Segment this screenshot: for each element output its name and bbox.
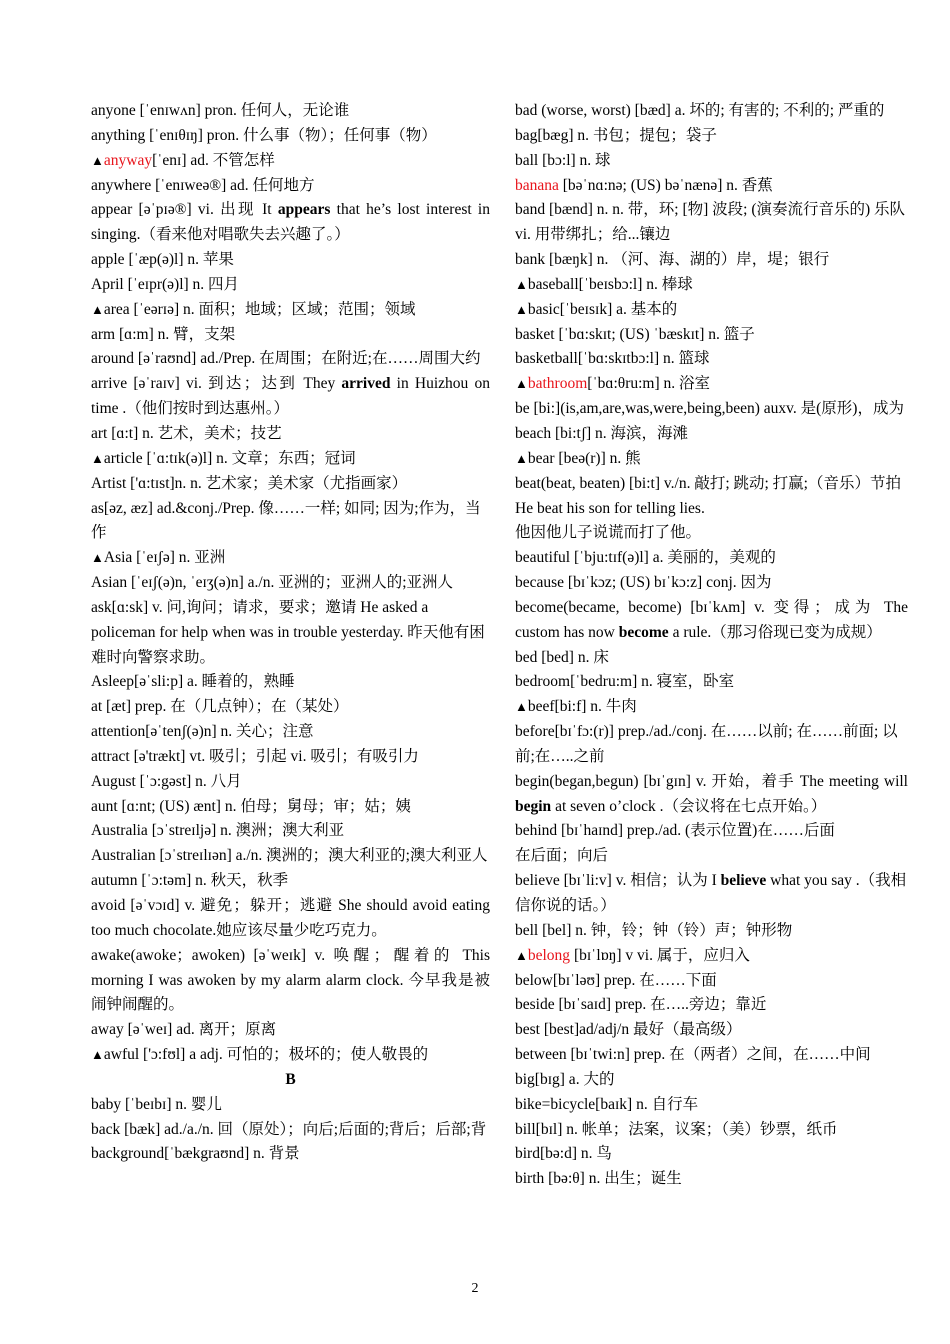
vocab-entry <box>515 347 908 372</box>
vocab-entry <box>91 720 490 745</box>
vocab-entry <box>515 447 908 472</box>
entry-text: aunt [ɑ:nt; (US) ænt] n. 伯母；舅母；审；姑；姨 <box>91 797 411 815</box>
entry-text: around [əˈraʊnd] ad./Prep. 在周围；在附近;在……周围大约 <box>91 350 481 368</box>
vocab-entry <box>515 819 908 844</box>
vocab-entry <box>515 323 908 348</box>
vocab-entry <box>91 770 490 795</box>
entry-text: away [əˈweɪ] ad. 离开；原离 <box>91 1021 277 1039</box>
entry-text: below[bɪˈləʊ] prep. 在……下面 <box>515 971 717 989</box>
entry-text: big[bɪg] a. 大的 <box>515 1070 615 1088</box>
vocab-entry <box>515 521 908 546</box>
vocab-entry <box>515 1018 908 1043</box>
triangle-marker-icon: ▲ <box>91 301 104 317</box>
entry-text: avoid [əˈvɔɪd] v. 避免；躲开；逃避 She should avoid eating too much chocolate.她应该尽量少吃巧克力。 <box>91 897 490 939</box>
entry-text: bad (worse, worst) [bæd] a. 坏的; 有害的; 不利的; 严重的 <box>515 102 885 119</box>
entry-text-after: at seven o’clock .（会议将在七点开始。） <box>551 797 827 815</box>
vocab-entry <box>91 695 490 720</box>
vocab-entry <box>515 1093 908 1118</box>
vocab-entry <box>91 347 490 372</box>
entry-text: Asia [ˈeɪʃə] n. 亚洲 <box>103 549 226 567</box>
entry-text: bag[bæg] n. 书包；提包；袋子 <box>515 126 717 144</box>
entry-text: attention[əˈtenʃ(ə)n] n. 关心；注意 <box>91 723 314 741</box>
entry-text: basketball[ˈbɑ:skɪtbɔ:l] n. 篮球 <box>515 350 710 368</box>
entry-example-bold: arrived <box>341 375 391 393</box>
vocab-entry <box>515 273 908 298</box>
entry-text: Australian [ɔˈstreɪlɪən] a./n. 澳洲的；澳大利亚的;澳大利亚人 <box>91 847 488 865</box>
entry-example-bold: believe <box>720 872 767 890</box>
vocab-entry <box>91 422 490 447</box>
entry-text: [bəˈnɑ:nə; (US) bəˈnænə] n. 香蕉 <box>558 176 773 194</box>
entry-text: awful ['ɔ:fʊl] a adj. 可怕的；极坏的；使人敬畏的 <box>103 1046 429 1064</box>
vocab-entry <box>515 770 908 820</box>
vocab-entry <box>515 670 908 695</box>
entry-example-bold: appears <box>277 201 331 219</box>
vocab-entry <box>515 99 908 124</box>
vocab-entry <box>515 248 908 273</box>
vocab-entry <box>515 919 908 944</box>
entry-text: bedroom[ˈbedru:m] n. 寝室，卧室 <box>515 673 735 691</box>
vocab-entry <box>515 944 908 969</box>
vocab-entry <box>515 1167 908 1192</box>
entry-text-after: in Huizhou on time .（他们按时到达惠州。） <box>91 375 490 418</box>
vocab-entry <box>515 174 908 199</box>
entry-text: anyone [ˈenɪwʌn] pron. 任何人，无论谁 <box>91 102 350 119</box>
triangle-marker-icon: ▲ <box>515 947 528 963</box>
vocab-entry <box>515 646 908 671</box>
entry-text: basket [ˈbɑ:skɪt; (US) ˈbæskɪt] n. 篮子 <box>515 325 755 343</box>
triangle-marker-icon: ▲ <box>515 301 528 317</box>
vocab-entry <box>515 844 908 869</box>
entry-text: beach [bi:tʃ] n. 海滨，海滩 <box>515 424 689 442</box>
entry-text: bill[bɪl] n. 帐单；法案，议案；（美）钞票，纸币 <box>515 1120 838 1138</box>
vocab-entry <box>515 993 908 1018</box>
vocab-entry <box>91 323 490 348</box>
vocab-entry <box>91 571 490 596</box>
vocab-entry <box>91 944 490 1019</box>
entry-text: as[əz, æz] ad.&conj./Prep. 像……一样; 如同; 因为;作为，当作 <box>91 499 481 542</box>
entry-text: best [best]ad/adj/n 最好（最高级） <box>515 1021 742 1039</box>
entry-text: awake(awoke；awoken) [əˈweɪk] v. 唤醒；醒着的 This morning I was awoken by my alarm alarm clock. 今早我是被闹钟闹醒的。 <box>91 946 490 1014</box>
vocab-entry <box>91 248 490 273</box>
entry-text: beside [bɪˈsaɪd] prep. 在…..旁边；靠近 <box>515 996 767 1014</box>
entry-text: Asian [ˈeɪʃ(ə)n, ˈeɪʒ(ə)n] a./n. 亚洲的；亚洲人的;亚洲人 <box>91 574 453 592</box>
vocab-entry <box>91 1093 490 1118</box>
entry-headword: bathroom <box>527 375 588 393</box>
vocab-entry <box>91 1018 490 1043</box>
entry-text: appear [əˈpɪə®] vi. 出现 It <box>91 201 278 219</box>
vocab-entry <box>91 546 490 571</box>
triangle-marker-icon: ▲ <box>515 450 528 466</box>
vocab-entry <box>515 720 908 770</box>
vocab-entry <box>91 298 490 323</box>
entry-text-after: a rule.（那习俗现已变为成规） <box>668 623 882 641</box>
entry-text: area [ˈeərɪə] n. 面积；地域；区域；范围；领域 <box>103 300 416 318</box>
page-number: 2 <box>471 1281 479 1296</box>
triangle-marker-icon: ▲ <box>515 376 528 392</box>
entry-text: anywhere [ˈenɪweə®] ad. 任何地方 <box>91 176 315 194</box>
vocab-entry <box>91 819 490 844</box>
entry-text: become(became, become) [bɪˈkʌm] v. 变得；成为 The custom has now <box>515 598 908 641</box>
vocab-entry <box>91 497 490 547</box>
entry-text: ball [bɔ:l] n. 球 <box>515 151 611 169</box>
entry-text: bear [beə(r)] n. 熊 <box>527 449 641 467</box>
entry-text: bank [bæŋk] n. （河、海、湖的）岸，堤；银行 <box>515 251 830 269</box>
entry-text: back [bæk] ad./a./n. 回（原处）；向后;后面的;背后；后部;背 <box>91 1120 487 1138</box>
entry-text: Australia [ɔˈstreɪljə] n. 澳洲；澳大利亚 <box>91 822 345 840</box>
entry-text: 在后面；向后 <box>515 847 609 865</box>
vocab-entry <box>515 1043 908 1068</box>
entry-text: [bɪˈlɒŋ] v vi. 属于，应归入 <box>570 946 750 964</box>
entry-text: behind [bɪˈhaɪnd] prep./ad. (表示位置)在……后面 <box>515 822 835 840</box>
triangle-marker-icon: ▲ <box>515 276 528 292</box>
vocab-entry <box>91 1118 490 1143</box>
entry-text-after: that he’s lost interest in singing.（看来他对唱歌失去兴趣了。） <box>91 201 490 244</box>
vocab-entry <box>515 198 908 248</box>
vocab-entry <box>91 1043 490 1068</box>
entry-text: Asleep[əˈsli:p] a. 睡着的，熟睡 <box>91 673 295 691</box>
entry-text: apple [ˈæp(ə)l] n. 苹果 <box>91 251 234 269</box>
vocab-entry <box>515 596 908 646</box>
entry-text: beat(beat, beaten) [bi:t] v./n. 敲打; 跳动; 打赢;（音乐）节拍 He beat his son for telling lies. <box>515 474 901 517</box>
vocab-entry <box>91 99 490 124</box>
entry-text: April [ˈeɪpr(ə)l] n. 四月 <box>91 275 240 293</box>
vocab-entry <box>91 447 490 472</box>
left-column <box>91 99 490 1167</box>
entry-text: because [bɪˈkɔz; (US) bɪˈkɔ:z] conj. 因为 <box>515 574 772 592</box>
entry-text: autumn [ˈɔ:təm] n. 秋天，秋季 <box>91 872 289 890</box>
vocab-entry <box>515 571 908 596</box>
entry-text: art [ɑ:t] n. 艺术，美术；技艺 <box>91 424 282 442</box>
vocab-entry <box>91 472 490 497</box>
entry-text: begin(began,begun) [bɪˈgɪn] v. 开始，着手 The meeting will <box>515 772 908 790</box>
entry-headword: anyway <box>103 151 153 169</box>
entry-headword: banana <box>515 176 559 194</box>
triangle-marker-icon: ▲ <box>91 550 104 566</box>
vocab-entry <box>91 124 490 149</box>
vocab-entry <box>515 149 908 174</box>
vocab-entry <box>91 174 490 199</box>
section-heading: B <box>285 1070 296 1088</box>
entry-text: arm [ɑ:m] n. 臂，支架 <box>91 325 236 343</box>
vocab-entry <box>91 273 490 298</box>
vocab-entry <box>515 546 908 571</box>
entry-text: baby [ˈbeɪbɪ] n. 婴儿 <box>91 1095 222 1113</box>
vocab-entry <box>515 969 908 994</box>
vocab-entry <box>91 670 490 695</box>
vocab-entry <box>91 844 490 869</box>
triangle-marker-icon: ▲ <box>515 699 528 715</box>
entry-text: baseball[ˈbeɪsbɔ:l] n. 棒球 <box>527 275 693 293</box>
entry-text: 他因他儿子说谎而打了他。 <box>515 524 702 542</box>
vocab-entry <box>515 1118 908 1143</box>
entry-text: believe [bɪˈli:v] v. 相信；认为 I <box>515 872 721 890</box>
vocab-entry <box>515 124 908 149</box>
entry-text: bike=bicycle[baɪk] n. 自行车 <box>515 1095 699 1113</box>
entry-text: be [bi:](is,am,are,was,were,being,been) auxv. 是(原形)，成为 <box>515 400 904 418</box>
entry-text: Artist ['ɑ:tɪst]n. n. 艺术家；美术家（尤指画家） <box>91 474 408 492</box>
entry-text: bell [bel] n. 钟，铃；钟（铃）声；钟形物 <box>515 921 793 939</box>
vocab-entry <box>91 372 490 422</box>
entry-text: bird[bə:d] n. 鸟 <box>515 1145 612 1163</box>
entry-text: background[ˈbækgraʊnd] n. 背景 <box>91 1145 300 1163</box>
entry-text: ask[ɑ:sk] v. 问,询问；请求，要求；邀请 He asked a policeman for help when was in trouble yesterday. 昨天他有困难时向警察求助。 <box>91 598 485 666</box>
vocab-entry <box>515 472 908 522</box>
entry-text: August [ˈɔ:gəst] n. 八月 <box>91 772 242 790</box>
entry-text: band [bænd] n. n. 带，环; [物] 波段; (演奏流行音乐的) 乐队 vi. 用带绑扎；给...镶边 <box>515 201 906 244</box>
triangle-marker-icon: ▲ <box>91 1047 104 1063</box>
vocab-entry <box>91 596 490 671</box>
vocab-entry <box>91 795 490 820</box>
vocab-entry <box>91 869 490 894</box>
entry-text: bed [bed] n. 床 <box>515 648 609 666</box>
entry-text: birth [bə:θ] n. 出生；诞生 <box>515 1170 682 1188</box>
triangle-marker-icon: ▲ <box>91 450 104 466</box>
entry-text: beautiful [ˈbju:tɪf(ə)l] a. 美丽的，美观的 <box>515 549 776 567</box>
entry-text: between [bɪˈtwi:n] prep. 在（两者）之间，在……中间 <box>515 1046 871 1064</box>
right-column <box>515 99 908 1192</box>
vocab-entry <box>91 894 490 944</box>
entry-text: attract [ə'trækt] vt. 吸引；引起 vi. 吸引；有吸引力 <box>91 747 419 765</box>
vocab-entry <box>515 695 908 720</box>
entry-text: before[bɪˈfɔ:(r)] prep./ad./conj. 在……以前; 在……前面; 以前;在…..之前 <box>515 723 898 765</box>
entry-text: at [æt] prep. 在（几点钟）；在（某处） <box>91 698 349 716</box>
vocab-entry <box>91 198 490 248</box>
vocab-entry <box>515 1142 908 1167</box>
vocab-entry <box>91 1142 490 1167</box>
entry-text: article [ˈɑ:tɪk(ə)l] n. 文章；东西；冠词 <box>103 449 356 467</box>
entry-text: basic[ˈbeɪsɪk] a. 基本的 <box>527 300 678 318</box>
vocab-entry <box>515 422 908 447</box>
entry-example-bold: begin <box>515 797 552 815</box>
vocab-entry <box>91 149 490 174</box>
entry-text: anything [ˈenɪθɪŋ] pron. 什么事（物）；任何事（物） <box>91 126 437 144</box>
triangle-marker-icon: ▲ <box>91 152 104 168</box>
entry-text: [ˈbɑ:θru:m] n. 浴室 <box>587 375 711 393</box>
vocab-entry <box>515 397 908 422</box>
entry-text: beef[bi:f] n. 牛肉 <box>527 698 637 716</box>
entry-headword: belong <box>527 946 571 964</box>
entry-example-bold: become <box>618 623 669 641</box>
entry-text: [ˈenɪ] ad. 不管怎样 <box>152 151 275 169</box>
vocab-entry <box>91 745 490 770</box>
vocab-entry <box>515 869 908 919</box>
vocab-entry <box>515 298 908 323</box>
vocab-entry <box>515 1068 908 1093</box>
entry-text: arrive [əˈraɪv] vi. 到达；达到 They <box>91 375 342 393</box>
vocab-entry <box>515 372 908 397</box>
entry-text-after: what you say .（我相信你说的话。） <box>515 872 907 914</box>
